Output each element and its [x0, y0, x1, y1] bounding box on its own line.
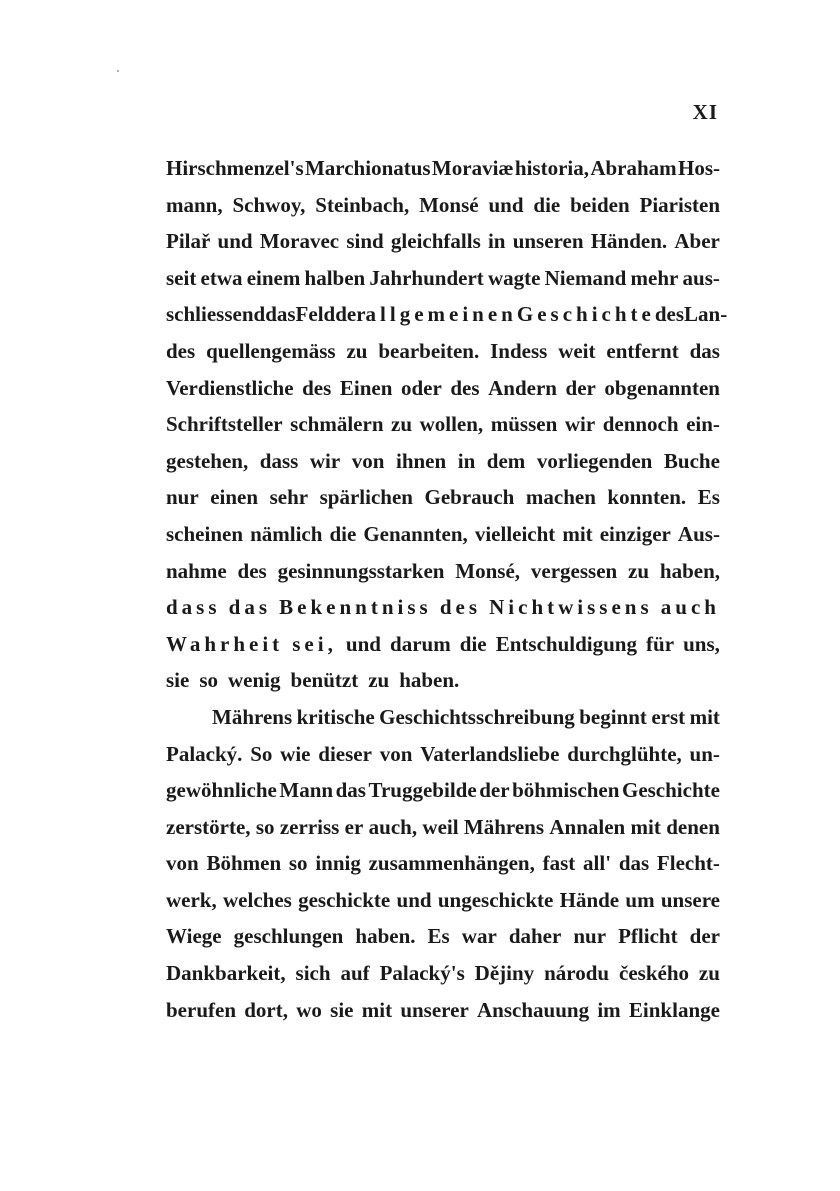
word: bearbeiten.	[378, 338, 480, 363]
word: schliessend	[166, 302, 266, 327]
word: nur	[573, 924, 607, 949]
word: all'	[583, 851, 612, 876]
word: die	[459, 631, 487, 656]
word: sehr	[269, 485, 309, 510]
word: Pflicht	[618, 924, 678, 949]
word: gleichfalls	[390, 229, 481, 254]
word: Vaterlandsliebe	[420, 741, 560, 766]
word: zu	[698, 961, 720, 986]
word: Palacký's	[379, 961, 465, 986]
word: war	[461, 924, 497, 949]
word: berufen	[166, 997, 236, 1022]
word: Entschuldigung	[495, 631, 637, 656]
text-line	[166, 662, 720, 699]
word: erst	[651, 704, 686, 729]
word: haben.	[399, 668, 460, 693]
word: Geschichte	[621, 778, 720, 803]
word: der	[689, 924, 720, 949]
word: von	[351, 448, 385, 473]
word: einziger	[599, 521, 671, 546]
word: innig	[315, 851, 361, 876]
word: unsere	[660, 887, 720, 912]
word: so	[199, 668, 219, 693]
word: unseren	[512, 229, 584, 254]
word: mit	[689, 704, 720, 729]
word: allgemeinen	[365, 302, 517, 327]
word: zusammenhängen,	[368, 851, 535, 876]
word: Geschichtsschreibung	[379, 704, 575, 729]
word: Marchionatus	[304, 156, 431, 180]
word: des	[302, 375, 332, 400]
word: beginnt	[579, 704, 647, 729]
word: Indess	[490, 338, 548, 363]
word: wagte	[487, 265, 541, 290]
word: der	[565, 375, 596, 400]
word: Es	[427, 924, 450, 949]
word: des	[654, 302, 685, 327]
word: werk,	[166, 887, 217, 912]
word: Moraviæ	[431, 156, 514, 180]
word: národu	[544, 961, 610, 986]
word: So	[250, 741, 273, 766]
word: die	[329, 521, 357, 546]
word: in	[487, 229, 506, 254]
word: Jahrhundert	[369, 265, 484, 290]
word: un-	[689, 741, 720, 766]
ink-speck	[117, 70, 119, 72]
word: ungeschickte	[437, 887, 554, 912]
word: entfernt	[606, 338, 679, 363]
word: beiden	[570, 192, 630, 217]
word: des	[237, 558, 267, 583]
word: geschickte	[298, 887, 391, 912]
word: Moravec	[259, 229, 340, 254]
word: Andern	[488, 375, 557, 400]
word: Niemand	[544, 265, 627, 290]
word: haben,	[659, 558, 720, 583]
word: Einklange	[628, 997, 720, 1022]
word: gestehen,	[166, 448, 249, 473]
word: das	[689, 338, 720, 363]
text-line	[166, 955, 720, 992]
word: oder	[400, 375, 442, 400]
word: haben.	[355, 924, 416, 949]
word: sind	[346, 229, 384, 254]
word: kritische	[296, 704, 375, 729]
word: Piaristen	[639, 192, 720, 217]
word: zu	[346, 338, 368, 363]
word: Aus-	[677, 521, 720, 546]
word: und	[396, 887, 432, 912]
word: um	[625, 887, 655, 912]
text-line	[166, 553, 720, 590]
text-line	[166, 370, 720, 407]
word: weit	[558, 338, 596, 363]
word: sie	[330, 997, 354, 1022]
word: sei,	[292, 631, 337, 656]
word: schmälern	[290, 412, 384, 437]
word: obgenannten	[604, 375, 720, 400]
word: konnten.	[607, 485, 687, 510]
word: wo	[296, 997, 322, 1022]
word: Bekenntniss	[279, 595, 432, 620]
word: sich	[295, 961, 331, 986]
text-line	[166, 260, 720, 297]
word: Wiege	[166, 924, 222, 949]
text-line	[166, 479, 720, 516]
word: das	[228, 595, 272, 620]
word: ein-	[686, 412, 720, 437]
word: uns,	[683, 631, 720, 656]
word: gewöhnliche	[166, 778, 277, 803]
word: geschlungen	[233, 924, 344, 949]
word: auch	[660, 595, 720, 620]
word: scheinen	[166, 521, 244, 546]
word: einem	[246, 265, 301, 290]
word: quellengemäss	[206, 338, 336, 363]
word: mehr	[630, 265, 679, 290]
word: wie	[280, 741, 311, 766]
word: Lan-	[684, 302, 728, 327]
word: von	[166, 851, 199, 876]
word: dennoch	[602, 412, 679, 437]
word: durchglühte,	[567, 741, 682, 766]
word: zu	[628, 558, 650, 583]
text-line	[166, 223, 720, 260]
word: für	[646, 631, 675, 656]
word: dass	[166, 595, 221, 620]
word: wenig	[228, 668, 281, 693]
word: das	[265, 302, 296, 327]
word: Mann	[279, 778, 334, 803]
word: er	[344, 814, 364, 839]
word: mit	[630, 814, 661, 839]
word: wollen,	[419, 412, 484, 437]
text-line	[166, 589, 720, 626]
word: zerstörte,	[166, 814, 251, 839]
word: historia,	[514, 156, 589, 180]
word: Geschichte	[516, 302, 655, 327]
word: böhmischen	[512, 778, 620, 803]
word: darum	[390, 631, 451, 656]
word: gesinnungsstarken	[277, 558, 445, 583]
text-line	[166, 296, 728, 333]
word: mann,	[166, 192, 223, 217]
word: nahme	[166, 558, 227, 583]
text-line	[166, 626, 720, 663]
word: in	[457, 448, 476, 473]
word: Truggebilde	[368, 778, 477, 803]
word: nämlich	[250, 521, 323, 546]
word: vergessen	[530, 558, 618, 583]
word: des	[166, 338, 196, 363]
word: vorliegenden	[536, 448, 653, 473]
text-line	[166, 516, 720, 553]
body-text	[166, 150, 728, 1028]
word: aus-	[682, 265, 720, 290]
word: zu	[391, 412, 413, 437]
word: wir	[564, 412, 596, 437]
word: Aber	[674, 229, 720, 254]
word: Palacký.	[166, 741, 243, 766]
word: Genannten,	[363, 521, 468, 546]
word: im	[597, 997, 621, 1022]
word: Verdienstliche	[166, 375, 294, 400]
word: so	[288, 851, 308, 876]
text-line	[166, 406, 720, 443]
word: denen	[666, 814, 720, 839]
word: Mährens	[463, 814, 545, 839]
word: Nichtwissens	[489, 595, 653, 620]
text-line	[166, 187, 720, 224]
text-line	[166, 845, 720, 882]
word: spärlichen	[319, 485, 413, 510]
word: etwa	[200, 265, 243, 290]
word: Mährens	[212, 704, 293, 729]
word: benützt	[290, 668, 359, 693]
word: ihnen	[395, 448, 447, 473]
word: mit	[361, 997, 393, 1022]
word: zerriss	[279, 814, 340, 839]
word: seit	[166, 265, 197, 290]
word: Schriftsteller	[166, 412, 283, 437]
word: welches	[223, 887, 292, 912]
word: nur	[166, 485, 199, 510]
word: Anschauung	[477, 997, 590, 1022]
word: einen	[210, 485, 259, 510]
word: Dankbarkeit,	[166, 961, 286, 986]
word: fast	[542, 851, 576, 876]
text-line	[166, 443, 720, 480]
word: auch,	[368, 814, 418, 839]
word: die	[533, 192, 561, 217]
word: dieser	[318, 741, 372, 766]
word: zu	[368, 668, 390, 693]
word: auf	[340, 961, 370, 986]
word: weil	[422, 814, 459, 839]
word: sie	[166, 668, 190, 693]
page-number: XI	[692, 100, 718, 124]
text-line	[166, 918, 720, 955]
word: der	[479, 778, 510, 803]
word: Hirschmenzel's	[166, 156, 304, 180]
word: dass	[259, 448, 299, 473]
word: Pilař	[166, 229, 211, 254]
word: und	[488, 192, 524, 217]
word: Händen.	[590, 229, 668, 254]
text-line	[166, 333, 720, 370]
word: und	[217, 229, 253, 254]
word: Annalen	[549, 814, 626, 839]
word: das	[335, 778, 366, 803]
word: Böhmen	[206, 851, 282, 876]
text-line	[166, 772, 720, 809]
word: Feld	[295, 302, 336, 327]
word: Schwoy,	[232, 192, 306, 217]
word: von	[379, 741, 413, 766]
word: unserer	[400, 997, 469, 1022]
text-line	[166, 809, 720, 846]
word: so	[255, 814, 275, 839]
text-line	[166, 882, 720, 919]
word: Wahrheit	[166, 631, 284, 656]
word: Abraham	[590, 156, 677, 180]
word: wir	[309, 448, 341, 473]
word: des	[439, 595, 481, 620]
word: Es	[697, 485, 720, 510]
word: das	[618, 851, 650, 876]
word: Monsé,	[455, 558, 521, 583]
word: Steinbach,	[315, 192, 410, 217]
word: Gebrauch	[424, 485, 515, 510]
word: Flecht-	[656, 851, 720, 876]
word: Monsé	[419, 192, 479, 217]
text-line	[166, 699, 720, 736]
word: Hos-	[678, 156, 720, 180]
word: dort,	[244, 997, 288, 1022]
text-line	[166, 992, 720, 1029]
word: müssen	[490, 412, 558, 437]
word: Hände	[559, 887, 620, 912]
word: machen	[525, 485, 596, 510]
word: und	[345, 631, 381, 656]
word: Einen	[339, 375, 393, 400]
word: Buche	[663, 448, 720, 473]
word: Dějiny	[474, 961, 535, 986]
text-line	[166, 736, 720, 773]
text-line	[166, 150, 720, 187]
word: českého	[619, 961, 689, 986]
word: der	[335, 302, 366, 327]
word: mit	[562, 521, 593, 546]
word: halben	[304, 265, 366, 290]
word: dem	[486, 448, 526, 473]
word: des	[450, 375, 480, 400]
word: vielleicht	[474, 521, 556, 546]
word: daher	[508, 924, 562, 949]
